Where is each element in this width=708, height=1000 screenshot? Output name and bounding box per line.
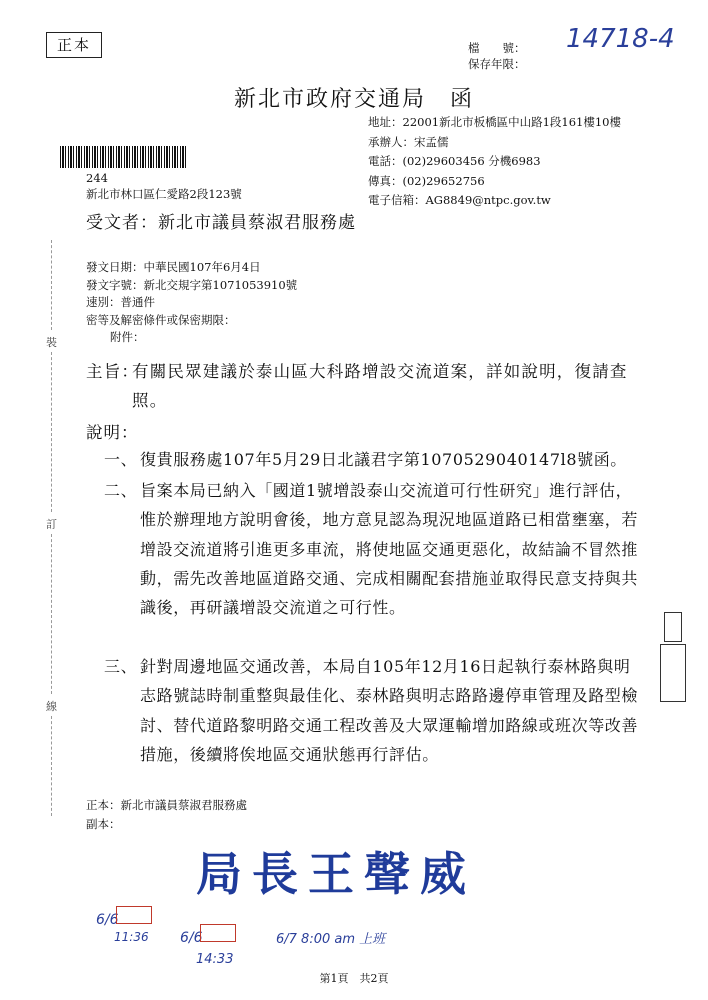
- secrecy: 密等及解密條件或保密期限：: [86, 312, 236, 327]
- page-footer: 第1頁 共2頁: [319, 972, 389, 985]
- postal-code: 244: [86, 171, 108, 185]
- handwritten-note: 6/7 8:00 am 上班: [276, 932, 386, 947]
- handwritten-note: 6/6: [96, 912, 119, 928]
- cc-block: [86, 796, 247, 834]
- handwritten-note: 14:33: [196, 952, 234, 967]
- binding-mark-xian: 線: [46, 700, 57, 713]
- binding-line: [51, 240, 52, 330]
- copy-type-box: 正本: [46, 32, 102, 58]
- receipt-stamp: [116, 906, 152, 924]
- item-number: 三、: [104, 657, 138, 676]
- document-info: [86, 259, 297, 347]
- fax: 傳真：(02)29652756: [368, 173, 485, 188]
- director-signature-seal: 局長王聲威: [196, 847, 476, 901]
- handwritten-file-number: 14718-4: [566, 24, 675, 54]
- item-number: 二、: [104, 481, 138, 500]
- binding-mark-zhuang: 裝: [46, 336, 57, 349]
- document-title: 新北市政府交通局 函: [233, 87, 474, 112]
- officer: 承辦人：宋孟儒: [368, 134, 449, 149]
- address: 地址：22001新北市板橋區中山路1段161樓10樓: [368, 115, 621, 129]
- file-number-label: 檔 號：: [468, 41, 526, 55]
- barcode: [60, 146, 188, 168]
- subject-text: 有關民眾建議於泰山區大科路增設交流道案，詳如說明，復請查照。: [132, 362, 628, 410]
- handwritten-note: 6/6: [180, 930, 203, 946]
- binding-line: [51, 352, 52, 512]
- item-text: 旨案本局已納入「國道1號增設泰山交流道可行性研究」進行評估，惟於辦理地方說明會後，地方意見認為現況地區道路已相當壅塞，若增設交流道將引進更多車流，將使地區交通更惡化，故結論不冒然推動，需先改善地區道路交通、完成相關配套措施並取得民意支持與共識後，再研議增設交流道之可行性。: [140, 481, 639, 618]
- cc-main: 正本：新北市議員蔡淑君服務處: [86, 798, 247, 812]
- item-text: 針對周邊地區交通改善，本局自105年12月16日起執行泰林路與明志路號誌時制重整與最佳化、泰林路與明志路路邊停車管理及路型檢討、替代道路黎明路交通工程改善及大眾運輸增加路線或班次等改善措施，後續將俟地區交通狀態再行評估。: [140, 657, 639, 764]
- urgency: 速別：普通件: [86, 295, 155, 309]
- receiver: 受文者：新北市議員蔡淑君服務處: [86, 213, 356, 233]
- margin-stamp: [660, 644, 686, 702]
- subject: [86, 357, 646, 415]
- contact-block: [368, 113, 621, 211]
- binding-mark-ding: 訂: [46, 518, 57, 531]
- recipient-address: 新北市林口區仁愛路2段123號: [86, 187, 242, 201]
- document-number: 發文字號：新北交規字第1071053910號: [86, 277, 298, 292]
- attachment: 附件：: [110, 330, 145, 344]
- margin-stamp: [664, 612, 682, 642]
- subject-label: 主旨：: [86, 362, 140, 381]
- phone: 電話：(02)29603456 分機6983: [368, 154, 541, 168]
- email: 電子信箱：AG8849@ntpc.gov.tw: [368, 193, 551, 207]
- explanation-item: [104, 476, 644, 622]
- item-number: 一、: [104, 450, 138, 469]
- explanation-item: [104, 445, 644, 474]
- item-text: 復貴服務處107年5月29日北議君字第1070529040147l8號函。: [140, 450, 627, 469]
- retention-label: 保存年限：: [468, 57, 526, 71]
- handwritten-note: 11:36: [114, 930, 149, 944]
- explanation-item: [104, 652, 644, 769]
- cc-copy: 副本：: [86, 817, 121, 831]
- receipt-stamp: [200, 924, 236, 942]
- binding-line: [51, 534, 52, 694]
- binding-line: [51, 716, 52, 816]
- explanation-label: 說明：: [86, 423, 139, 442]
- issue-date: 發文日期：中華民國107年6月4日: [86, 260, 261, 274]
